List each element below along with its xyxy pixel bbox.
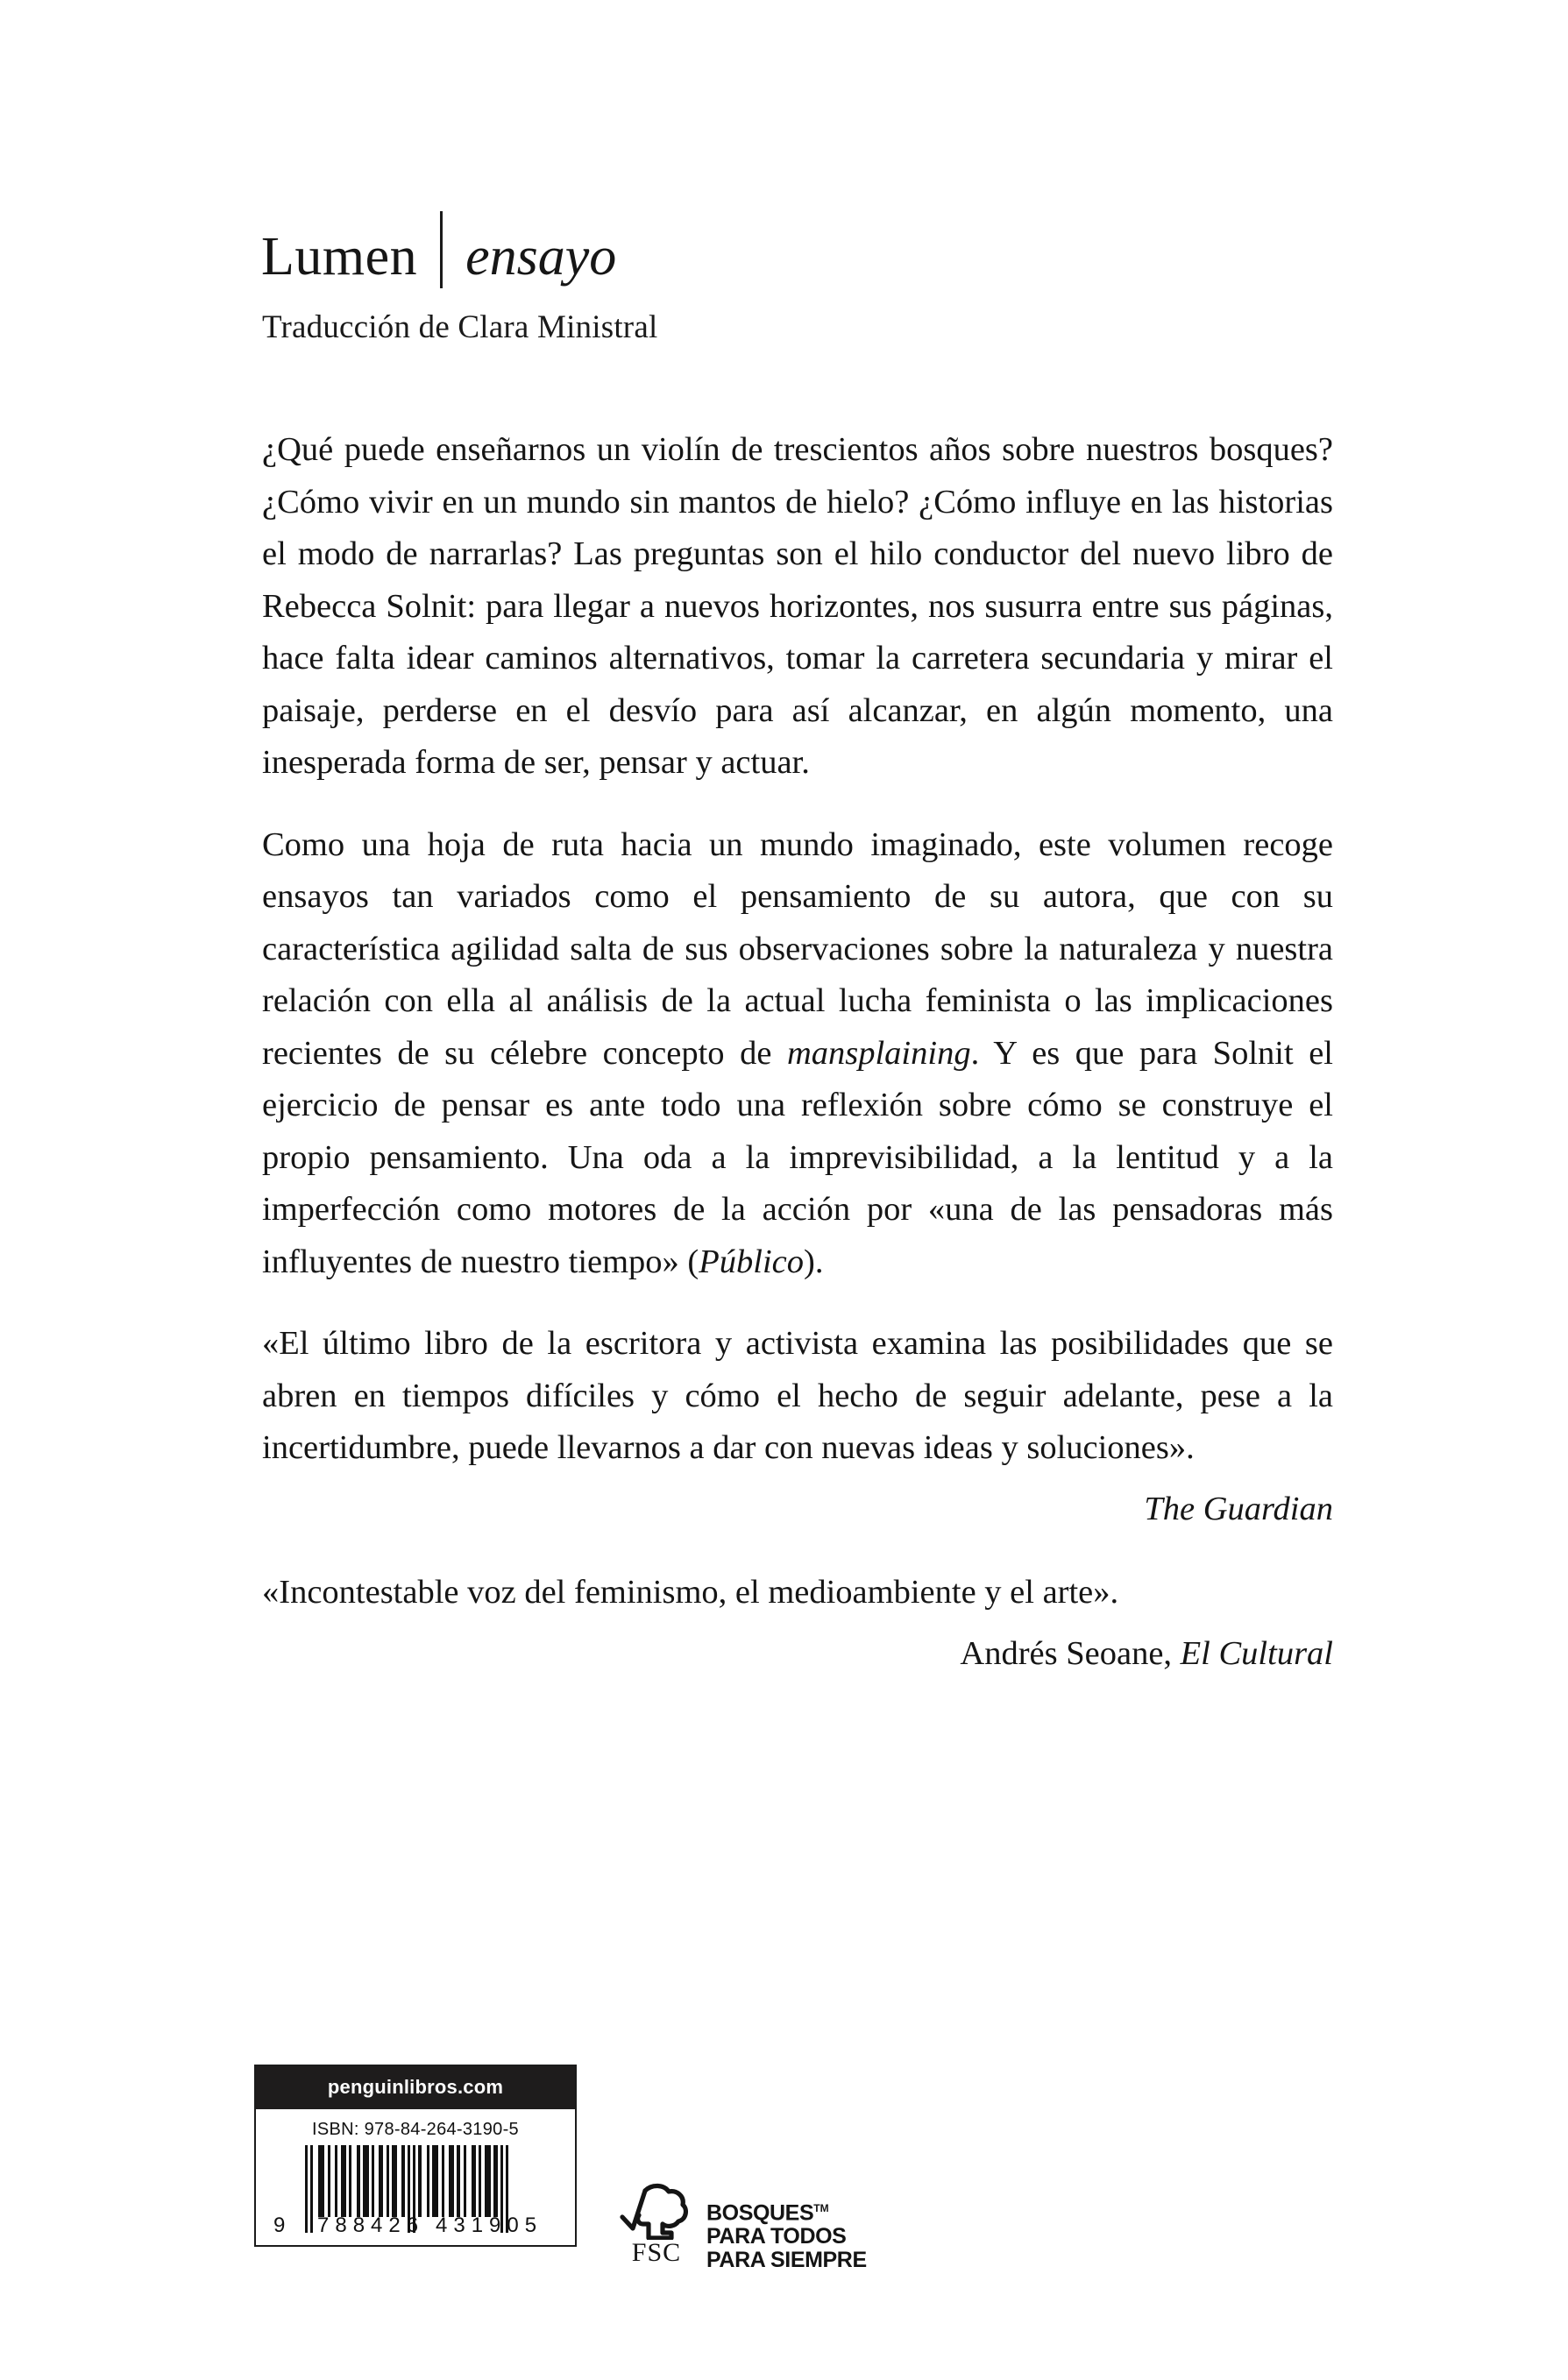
review-attribution-1 xyxy=(262,1484,1333,1536)
fsc-trademark-symbol: TM xyxy=(813,2202,829,2214)
isbn-label: ISBN: 978-84-264-3190-5 xyxy=(312,2120,519,2139)
blurb-paragraph-2-text-a: Como una hoja de ruta hacia un mundo imaginado, este volumen recoge ensayos tan variados como el pensamiento de su autora, que con su característica agilidad salta de sus observaciones sobre la naturaleza y nuestra relación con ella al análisis de la actual lucha feminista o las implicaciones recientes de su célebre concepto de xyxy=(262,825,1333,1072)
review-quote-2 xyxy=(262,1567,1333,1619)
fsc-claim-line-3: PARA SIEMPRE xyxy=(706,2248,867,2273)
blurb-paragraph-1 xyxy=(262,424,1333,790)
fsc-claim-line-2: PARA TODOS xyxy=(706,2224,847,2249)
review-quote-2-text: «Incontestable voz del feminismo, el medioambiente y el arte». xyxy=(262,1574,1119,1611)
ean-left-group: 788426 xyxy=(317,2214,425,2237)
imprint-header xyxy=(261,197,617,287)
ean13-barcode xyxy=(272,2145,561,2238)
publisher-website-label: penguinlibros.com xyxy=(256,2066,575,2109)
blurb-body xyxy=(262,424,1333,1680)
barcode-panel-body xyxy=(256,2109,575,2245)
imprint-divider-rule xyxy=(440,211,443,288)
fsc-claim-line-1 xyxy=(706,2197,867,2225)
review-attribution-2-publication: El Cultural xyxy=(1180,1634,1333,1672)
review-attribution-2 xyxy=(262,1628,1333,1681)
blurb-term-mansplaining: mansplaining xyxy=(786,1034,971,1072)
review-attribution-1-publication: The Guardian xyxy=(1144,1490,1333,1527)
review-attribution-2-author: Andrés Seoane, xyxy=(960,1634,1181,1672)
imprint-collection-name: ensayo xyxy=(465,227,617,287)
blurb-paragraph-1-text: ¿Qué puede enseñarnos un violín de trescientos años sobre nuestros bosques? ¿Cómo vivir en un mundo sin mantos de hielo? ¿Cómo influye en las historias el modo de narrarlas? Las preguntas son el hilo conductor del nuevo libro de Rebecca Solnit: para llegar a nuevos horizontes, nos susurra entre sus páginas, hace falta idear caminos alternativos, tomar la carretera secundaria y mirar el paisaje, perderse en el desvío para así alcanzar, en algún momento, una inesperada forma de ser, pensar y actuar. xyxy=(262,431,1333,781)
blurb-paragraph-2 xyxy=(262,819,1333,1289)
ean-digit-row xyxy=(272,2215,561,2238)
blurb-source-publico: Público xyxy=(699,1243,804,1280)
barcode-bars xyxy=(305,2145,508,2217)
review-quote-1 xyxy=(262,1318,1333,1475)
fsc-abbreviation: FSC xyxy=(631,2238,682,2267)
imprint-name: Lumen xyxy=(261,227,418,287)
translator-credit: Traducción de Clara Ministral xyxy=(262,309,658,345)
blurb-paragraph-2-text-b: . Y es que para Solnit el ejercicio de pensar es ante todo una reflexión sobre cómo se construye el propio pensamiento. Una oda a la imprevisibilidad, a la lentitud y a la imperfección como motores de la acción por «una de las pensadoras más influyentes de nuestro tiempo» ( xyxy=(262,1034,1333,1280)
fsc-mark xyxy=(619,2182,694,2268)
fsc-claim-line-1-text: BOSQUES xyxy=(706,2200,814,2226)
blurb-paragraph-2-text-c: ). xyxy=(804,1243,824,1280)
fsc-logo xyxy=(619,2182,867,2272)
review-quote-1-text: «El último libro de la escritora y activista examina las posibilidades que se abren en tiempos difíciles y cómo el hecho de seguir adelante, pese a la incertidumbre, puede llevarnos a dar con nuevas ideas y soluciones». xyxy=(262,1325,1333,1466)
fsc-claim-text xyxy=(706,2182,867,2272)
fsc-tree-checkmark-icon xyxy=(619,2182,694,2240)
barcode-panel xyxy=(254,2065,577,2247)
ean-lead-digit: 9 xyxy=(273,2214,286,2237)
ean-right-group: 431905 xyxy=(436,2214,543,2237)
section-spacer xyxy=(262,1535,1333,1567)
